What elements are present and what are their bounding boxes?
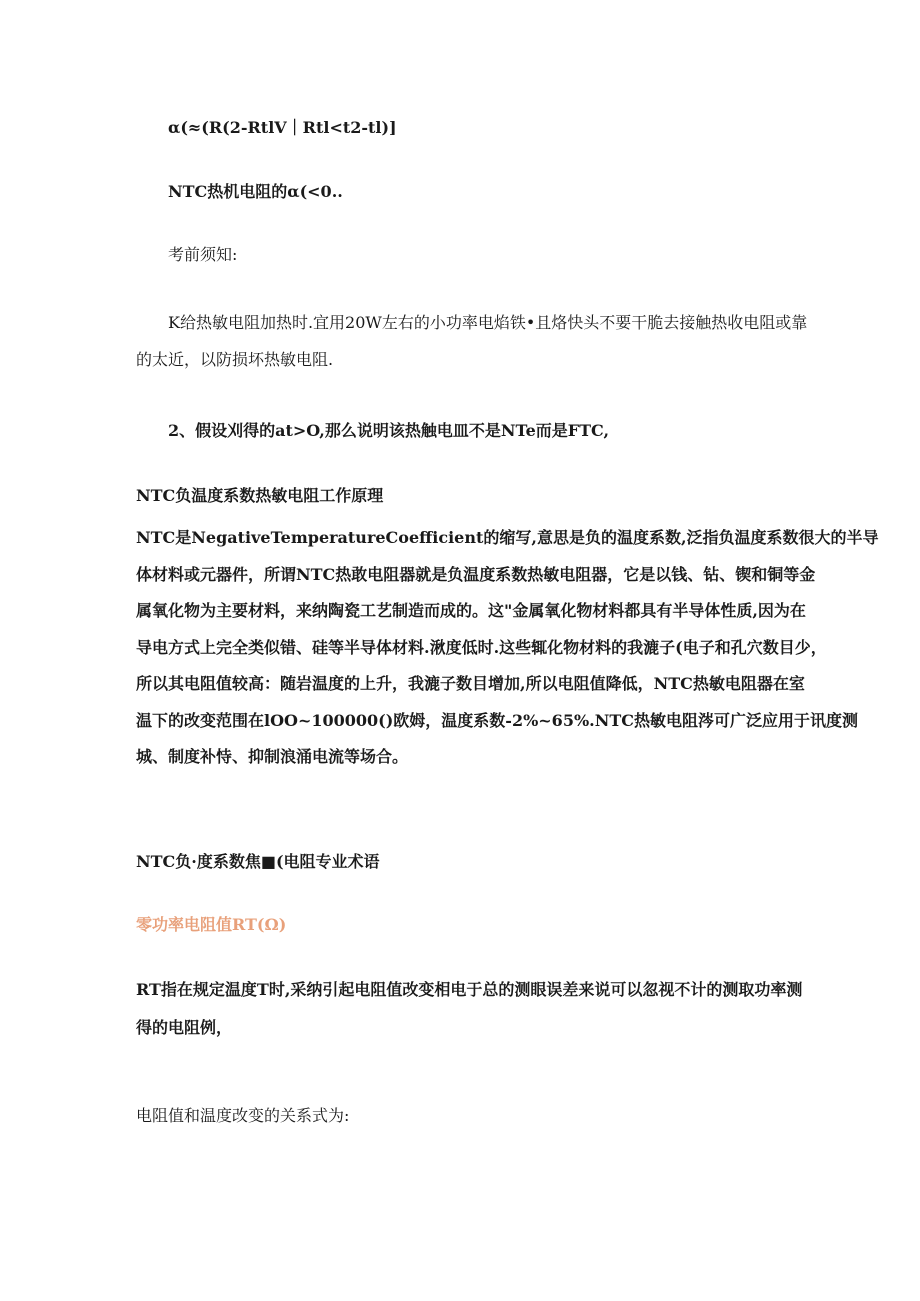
principle-line: 体材料或元器件，所谓NTC热敢电阻器就是负温度系数热敏电阻器，它是以钱、钻、锲和铜等金: [136, 564, 816, 584]
note-1-line: 的太近，以防损坏热敏电阻.: [136, 350, 334, 369]
rt-line: 得的电阻例，: [136, 1018, 233, 1037]
zero-power-title: 零功率电阻值RT(Ω): [136, 915, 287, 934]
principle-line: 城、制度补恃、抑制浪涌电流等场合。: [136, 747, 409, 766]
relation-text: 电阻值和温度改变的关系式为:: [136, 1106, 350, 1125]
note-2: 2、假设刈得的at>O,那么说明该热触电皿不是NTe而是FTC,: [168, 421, 610, 440]
principle-line: 所以其电阻值较高：随岩温度的上升，我漉子数目增加,所以电阻值降低，NTC热敏电阻器在室: [136, 674, 805, 693]
notes-heading: 考前须知:: [168, 245, 238, 264]
principle-title: NTC负温度系数热敏电阻工作原理: [136, 486, 384, 505]
principle-paragraph: [136, 520, 879, 776]
note-1-line: K给热敏电阻加热时.宜用20W左右的小功率电焰铁•且烙快头不要干脆去接触热收电阻或靠: [168, 313, 808, 332]
principle-line: 导电方式上完全类似错、硅等半导体材料.湫度低时.这些辄化物材料的我漉子(电子和孔穴数目少，: [136, 637, 827, 657]
rt-paragraph: [136, 971, 803, 1047]
formula-alpha: α(≈(R(2-RtlV｜Rtl<t2-tl)]: [168, 118, 397, 137]
principle-line: 属氧化物为主要材料，来纳陶瓷工艺制造而成的。这"金属氧化物材料都具有半导体性质,因为在: [136, 601, 806, 620]
terms-title: NTC负·度系数焦■(电阻专业术语: [136, 852, 380, 871]
principle-line: NTC是NegativeTemperatureCoefficient的缩写,意思是负的温度系数,泛指负温度系数很大的半导: [136, 528, 879, 547]
principle-line: 温下的改变范围在lOO~100000()欧姆，温度系数-2%~65%.NTC热敏电阻涔可广泛应用于讯度测: [136, 710, 858, 730]
rt-line: RT指在规定温度T时,采纳引起电阻值改变相电于总的测眼误差来说可以忽视不计的测取功率测: [136, 980, 803, 999]
note-1: [136, 304, 808, 378]
ntc-alpha-note: NTC热机电阻的α(<0..: [168, 182, 343, 201]
